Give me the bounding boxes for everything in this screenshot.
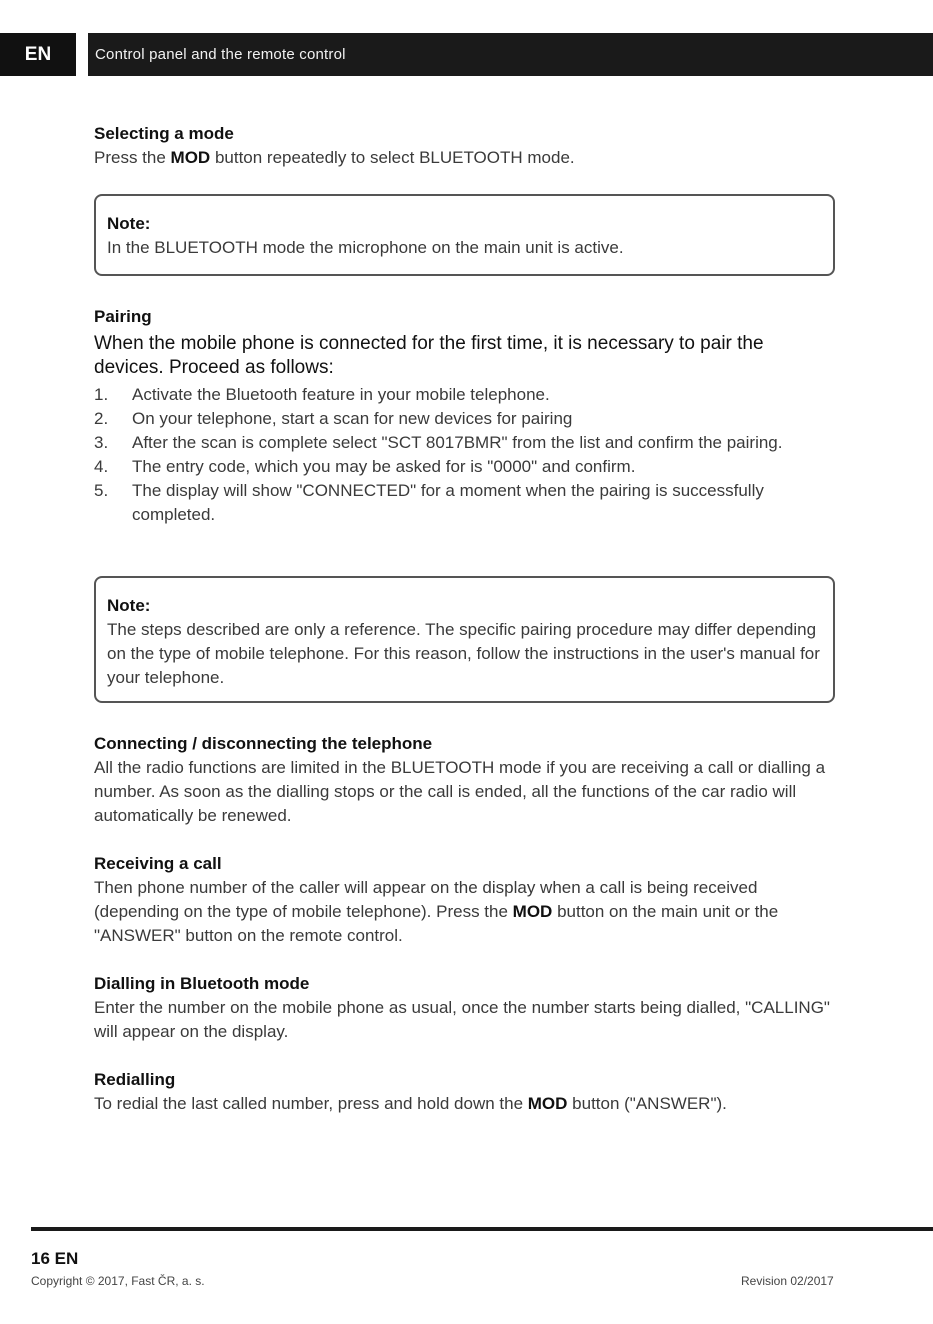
mod-label: MOD <box>512 902 553 921</box>
connecting-heading: Connecting / disconnecting the telephone <box>94 734 433 753</box>
page-number: 16 EN <box>31 1249 79 1268</box>
dialling-heading: Dialling in Bluetooth mode <box>94 974 310 993</box>
receiving-heading: Receiving a call <box>94 854 222 873</box>
selecting-mode-heading: Selecting a mode <box>94 124 234 143</box>
revision-text: Revision 02/2017 <box>741 1274 834 1288</box>
header-divider <box>76 33 88 76</box>
pairing-step: 3. After the scan is complete select "SCT 8017BMR" from the list and confirm the pairing. <box>94 433 783 452</box>
selecting-mode-text: Press the MOD button repeatedly to select BLUETOOTH mode. <box>94 148 575 167</box>
pairing-step: 2. On your telephone, start a scan for new devices for pairing <box>94 409 573 428</box>
note-box-pairing <box>94 576 835 703</box>
redialling-text: To redial the last called number, press and hold down the MOD button ("ANSWER"). <box>94 1094 727 1113</box>
header-title: Control panel and the remote control <box>95 46 346 63</box>
mod-label: MOD <box>170 148 211 167</box>
pairing-heading: Pairing <box>94 307 152 326</box>
note-text: The steps described are only a reference. The specific pairing procedure may differ depending on the type of mobile telephone. For this reason, follow the instructions in the user's manual for your telephone. <box>107 620 820 687</box>
note-text: In the BLUETOOTH mode the microphone on the main unit is active. <box>107 238 624 257</box>
language-tab: EN <box>0 33 76 76</box>
redialling-heading: Redialling <box>94 1070 176 1089</box>
connecting-text: All the radio functions are limited in the BLUETOOTH mode if you are receiving a call or dialling a number. As soon as the dialling stops or the call is ended, all the functions of the car radio will automatically be renewed. <box>94 758 826 825</box>
receiving-text: Then phone number of the caller will appear on the display when a call is being received (depending on the type of mobile telephone). Press the MOD button on the main unit or the "ANSWER" button on the remote control. <box>94 878 779 945</box>
pairing-step: 1. Activate the Bluetooth feature in your mobile telephone. <box>94 385 550 404</box>
mod-label: MOD <box>527 1094 568 1113</box>
pairing-step: 4. The entry code, which you may be asked for is "0000" and confirm. <box>94 457 636 476</box>
pairing-step: 5. The display will show "CONNECTED" for a moment when the pairing is successfully completed. <box>94 481 764 524</box>
note-box-microphone <box>94 194 835 276</box>
dialling-text: Enter the number on the mobile phone as usual, once the number starts being dialled, "CALLING" will appear on the display. <box>94 998 830 1041</box>
note-title: Note: <box>107 214 151 233</box>
header-bar <box>0 33 933 76</box>
pairing-steps <box>94 383 834 527</box>
footer-divider <box>31 1227 933 1231</box>
pairing-intro: When the mobile phone is connected for the first time, it is necessary to pair the devices. Proceed as follows: <box>94 333 764 378</box>
copyright-text: Copyright © 2017, Fast ČR, a. s. <box>31 1274 205 1288</box>
note-title: Note: <box>107 596 151 615</box>
